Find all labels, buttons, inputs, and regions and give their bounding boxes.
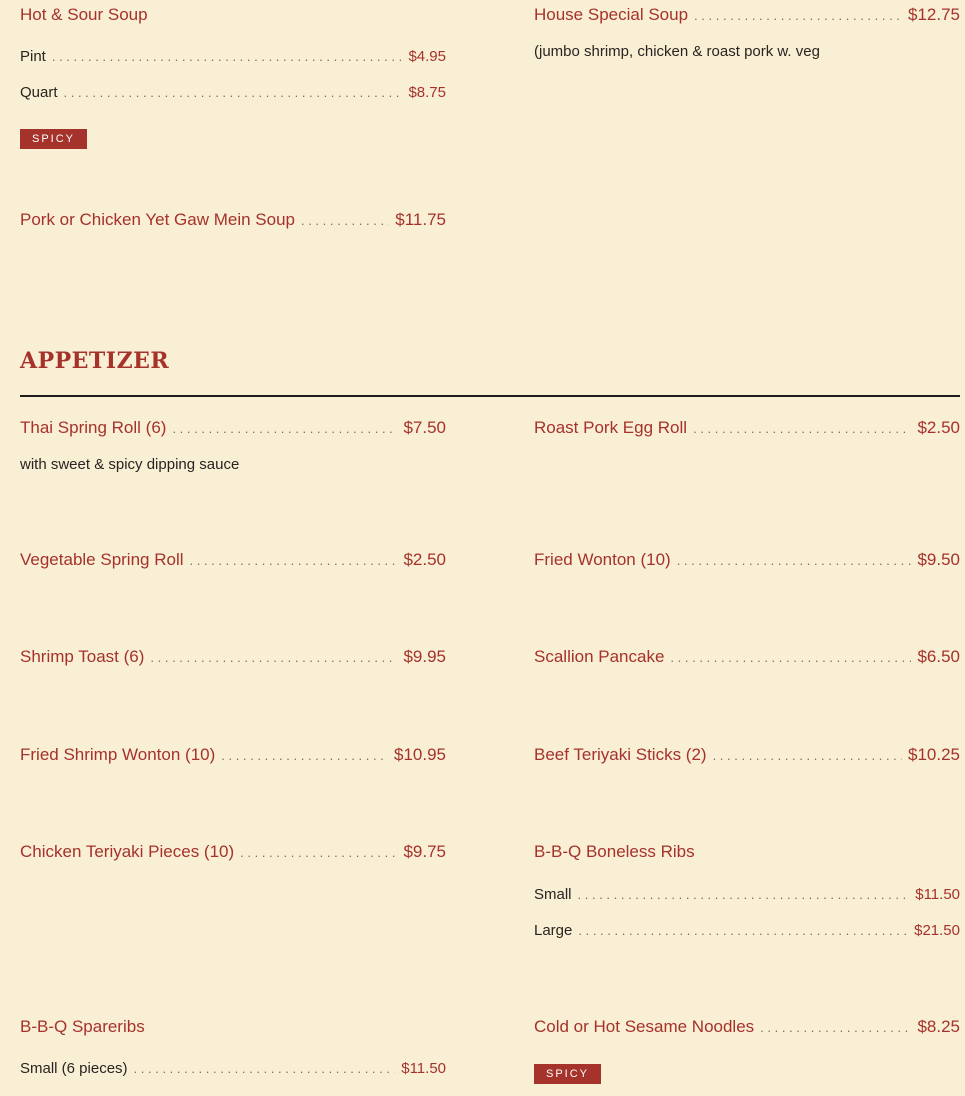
spicy-badge: SPICY	[20, 129, 87, 149]
house-special-soup-row[interactable]	[534, 5, 960, 29]
leader-dots	[301, 213, 389, 228]
menu-item-scallion-pancake[interactable]	[534, 647, 960, 671]
item-price: $9.50	[917, 550, 960, 569]
item-price: $8.25	[917, 1017, 960, 1036]
leader-dots	[190, 553, 398, 568]
item-name: Beef Teriyaki Sticks (2)	[534, 745, 707, 764]
leader-dots	[670, 650, 911, 665]
item-price: $2.50	[917, 418, 960, 437]
menu-item-sesame-noodles[interactable]	[534, 1017, 960, 1041]
option-price: $4.95	[408, 48, 446, 65]
menu-item-chicken-teriyaki-pieces[interactable]	[20, 842, 446, 866]
item-name: Shrimp Toast (6)	[20, 647, 145, 666]
leader-dots	[150, 650, 397, 665]
leader-dots	[64, 85, 403, 100]
hot-sour-soup-title[interactable]: Hot & Sour Soup	[20, 5, 148, 24]
item-name: Vegetable Spring Roll	[20, 550, 184, 569]
thai-spring-roll-description: with sweet & spicy dipping sauce	[20, 456, 240, 473]
item-name: Roast Pork Egg Roll	[534, 418, 688, 437]
item-price: $12.75	[908, 5, 960, 24]
option-price: $8.75	[408, 84, 446, 101]
yet-gaw-mein-row[interactable]	[20, 210, 446, 234]
menu-item-beef-teriyaki-sticks[interactable]	[534, 745, 960, 769]
item-price: $10.25	[908, 745, 960, 764]
item-name: Fried Shrimp Wonton (10)	[20, 745, 216, 764]
leader-dots	[578, 923, 908, 938]
option-price: $11.50	[915, 886, 960, 903]
house-special-description: (jumbo shrimp, chicken & roast pork w. veg	[534, 43, 820, 60]
option-label: Small	[534, 886, 572, 903]
option-label: Pint	[20, 48, 46, 65]
menu-item-fried-shrimp-wonton[interactable]	[20, 745, 446, 769]
leader-dots	[578, 887, 910, 902]
option-price: $11.50	[401, 1060, 446, 1077]
option-price: $21.50	[914, 922, 960, 939]
leader-dots	[134, 1061, 396, 1076]
menu-item-roast-pork-egg-roll[interactable]	[534, 418, 960, 442]
menu-item-bbq-boneless-ribs[interactable]: B-B-Q Boneless Ribs	[534, 842, 695, 861]
leader-dots	[240, 845, 397, 860]
bbq-boneless-ribs-small-row[interactable]	[534, 886, 960, 908]
item-name: Pork or Chicken Yet Gaw Mein Soup	[20, 210, 295, 229]
leader-dots	[694, 8, 902, 23]
hot-sour-pint-row[interactable]	[20, 48, 446, 70]
item-price: $9.75	[403, 842, 446, 861]
menu-item-shrimp-toast[interactable]	[20, 647, 446, 671]
leader-dots	[172, 421, 397, 436]
leader-dots	[693, 421, 911, 436]
leader-dots	[52, 49, 403, 64]
item-name: House Special Soup	[534, 5, 689, 24]
item-name: Scallion Pancake	[534, 647, 665, 666]
bbq-spareribs-small-row[interactable]	[20, 1060, 446, 1082]
section-title-appetizer: APPETIZER	[20, 348, 170, 374]
item-name: Cold or Hot Sesame Noodles	[534, 1017, 755, 1036]
menu-item-vegetable-spring-roll[interactable]	[20, 550, 446, 574]
spicy-badge: SPICY	[534, 1064, 601, 1084]
item-price: $7.50	[403, 418, 446, 437]
item-price: $9.95	[403, 647, 446, 666]
bbq-boneless-ribs-large-row[interactable]	[534, 922, 960, 944]
leader-dots	[677, 553, 912, 568]
item-price: $10.95	[394, 745, 446, 764]
option-label: Large	[534, 922, 573, 939]
hot-sour-quart-row[interactable]	[20, 84, 446, 106]
item-name: Chicken Teriyaki Pieces (10)	[20, 842, 235, 861]
item-price: $11.75	[395, 210, 446, 229]
option-label: Small (6 pieces)	[20, 1060, 128, 1077]
menu-item-fried-wonton[interactable]	[534, 550, 960, 574]
leader-dots	[221, 748, 388, 763]
section-divider	[20, 395, 960, 397]
item-name: Fried Wonton (10)	[534, 550, 671, 569]
menu-item-thai-spring-roll[interactable]	[20, 418, 446, 442]
item-name: Thai Spring Roll (6)	[20, 418, 167, 437]
option-label: Quart	[20, 84, 58, 101]
item-price: $2.50	[403, 550, 446, 569]
item-price: $6.50	[917, 647, 960, 666]
leader-dots	[713, 748, 902, 763]
menu-item-bbq-spareribs[interactable]: B-B-Q Spareribs	[20, 1017, 145, 1036]
leader-dots	[760, 1020, 911, 1035]
